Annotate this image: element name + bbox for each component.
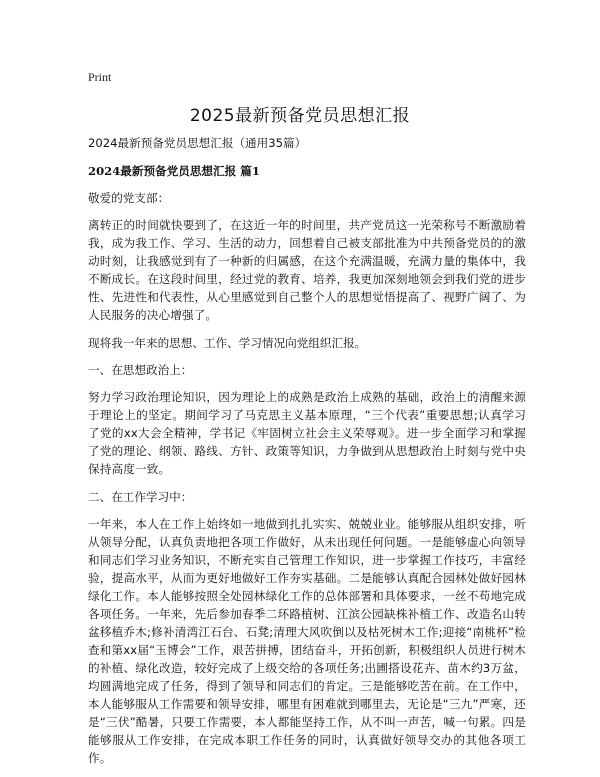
salutation: 敬爱的党支部： xyxy=(88,191,170,205)
paragraph-intro: 离转正的时间就快要到了，在这近一年的时间里，共产党员这一光荣称号不断激励着我，成为我工作、学习、生活的动力，回想着自己被支部批准为中共预备党员的的激动时刻，让我感觉到有了一种新的归属感，在这个充满温暖，充满力量的集体中，我不断成长。在这段时间里，经过党的教育、培养，我更加深刻地领会到我们党的进步性、先进性和代表性，从心里感觉到自己整个人的思想觉悟提高了、视野广阔了、为人民服务的决心增强了。 xyxy=(88,218,526,322)
print-label[interactable]: Print xyxy=(88,70,112,84)
paragraph-report-intro: 现将我一年来的思想、工作、学习情况向党组织汇报。 xyxy=(88,336,367,350)
document-subtitle: 2024最新预备党员思想汇报（通用35篇） xyxy=(88,136,307,150)
page-title: 2025最新预备党员思想汇报 xyxy=(189,106,411,126)
section-heading: 2024最新预备党员思想汇报 篇1 xyxy=(88,164,260,178)
paragraph-work-study: 一年来，本人在工作上始终如一地做到扎扎实实、兢兢业业。能够服从组织安排，听从领导分配，认真负责地把各项工作做好，从未出现任何问题。一是能够虚心向领导和同志们学习业务知识，不断充实自己管理工作知识，进一步掌握工作技巧，丰富经验，提高水平，从而为更好地做好工作夯实基础。二是能够认真配合园林处做好园林绿化工作。本人能够按照全处园林绿化工作的总体部署和具体要求，一丝不苟地完成各项任务。一年来，先后参加春季二环路植树、江滨公园缺株补植工作、改造名山转盆移植乔木;修补清湾江石台、石凳;清理大风吹倒以及枯死树木工作;迎接“南桃杯”检查和第xx届“玉博会”工作，艰苦拼搏，团结奋斗，开拓创新，积极组织人员进行树木的补植、绿化改造，较好完成了上级交给的各项任务;出圃搭设花卉、苗木约3万盆，均圆满地完成了任务，得到了领导和同志们的肯定。三是能够吃苦在前。在工作中，本人能够服从工作需要和领导安排，哪里有困难就到哪里去，无论是“三九”严寒，还是“三伏”酷暑，只要工作需要，本人都能坚持工作，从不叫一声苦，喊一句累。四是能够服从工作安排，在完成本职工作任务的同时，认真做好领导交办的其他各项工作。 xyxy=(88,517,526,765)
document-body xyxy=(88,134,526,777)
paragraph-political-thought: 努力学习政治理论知识，因为理论上的成熟是政治上成熟的基础，政治上的清醒来源于理论上的坚定。期间学习了马克思主义基本原理，“三个代表”重要思想;认真学习了党的xx大会全精神，学书记《牢固树立社会主义荣辱观》。进一步全面学习和掌握了党的理论、纲领、路线、方针、政策等知识，力争做到从思想政治上时刻与党中央保持高度一致。 xyxy=(88,390,526,476)
heading-political-thought: 一、在思想政治上： xyxy=(88,363,193,377)
heading-work-study: 二、在工作学习中： xyxy=(88,490,193,504)
